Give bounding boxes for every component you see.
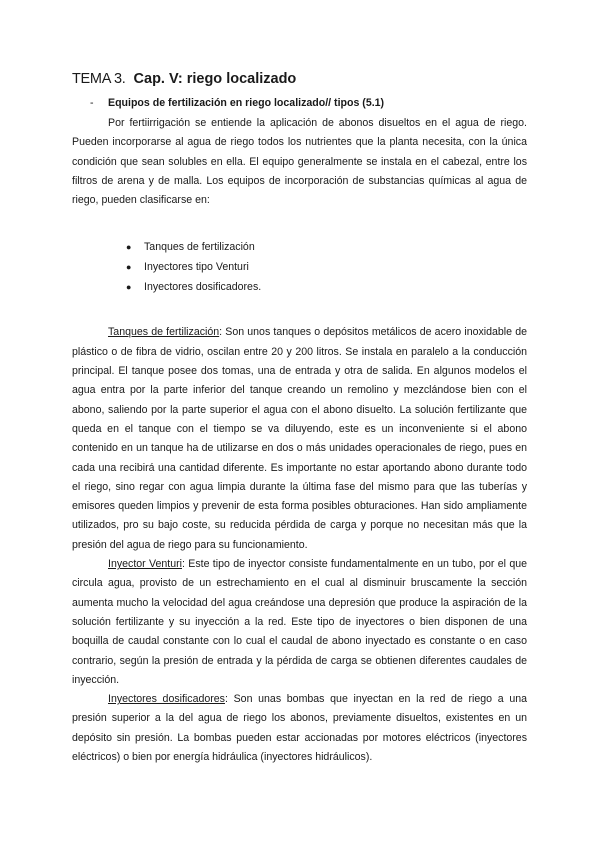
document-page — [72, 70, 527, 767]
term-dosificadores: Inyectores dosificadores — [108, 693, 225, 706]
bullet-icon: ● — [126, 282, 132, 293]
term-venturi: Inyector Venturi — [108, 558, 182, 571]
bullet-icon: ● — [126, 242, 132, 253]
term-tanques: Tanques de fertilización — [108, 326, 220, 339]
paragraph-dosificadores — [72, 690, 527, 767]
paragraph-tanques — [72, 323, 527, 555]
equipment-list — [72, 237, 527, 297]
list-item-text: Inyectores tipo Venturi — [144, 261, 249, 274]
list-item — [126, 237, 527, 257]
list-item — [126, 257, 527, 277]
intro-paragraph: Por fertiirrigación se entiende la aplicación de abonos disueltos en el agua de riego. Pueden incorporarse al agua de riego todos los nutrientes que la planta necesita, con la única condición que sean solubles en ella. El equipo generalmente se instala en el cabezal, entre los filtros de arena y de malla. Los equipos de incorporación de substancias químicas al agua de riego, pueden clasificarse en: — [72, 117, 527, 207]
paragraph-venturi — [72, 555, 527, 690]
section-heading-text: Equipos de fertilización en riego localizado// tipos (5.1) — [108, 97, 385, 109]
list-item — [126, 277, 527, 297]
list-item-text: Inyectores dosificadores. — [144, 281, 262, 294]
title-chapter: Cap. V: riego localizado — [133, 71, 297, 87]
list-item-text: Tanques de fertilización — [144, 241, 255, 254]
title-tema: TEMA 3. — [72, 71, 126, 87]
section-heading — [72, 96, 527, 110]
section-dash: - — [90, 97, 94, 109]
body-tanques: : Son unos tanques o depósitos metálicos de acero inoxidable de plástico o de fibra de vidrio, oscilan entre 20 y 200 litros. Se instala en paralelo a la conducción principal. El tanque posee dos tomas, una de entrada y otra de salida. En algunos modelos el agua entra por la parte inferior del tanque creando un remolino y mezclándose bien con el abono, saliendo por la parte superior el agua con el abono disuelto. La solución fertilizante que queda en el tanque con el tiempo se va diluyendo, este es un inconveniente si el abono contenido en un tanque ha de utilizarse en dos o más unidades operacionales de riego, pues en cada una recibirá una cantidad diferente. Es importante no estar aportando abono durante todo el riego, sino regar con agua limpia durante la última fase del mismo para que las tuberías y emisores queden limpios y prevenir de esta forma posibles obturaciones. Han sido ampliamente utilizados, pro su bajo coste, su reducida pérdida de carga y porque no necesitan más que la presión del agua de riego para su funcionamiento. — [72, 326, 527, 551]
bullet-icon: ● — [126, 262, 132, 273]
body-dosificadores: : Son unas bombas que inyectan en la red de riego a una presión superior a la del agua de riego los abonos, previamente disueltos, existentes en un depósito sin presión. La bombas pueden estar accionadas por motores eléctricos (inyectores eléctricos) o bien por energía hidráulica (inyectores hidráulicos). — [72, 693, 527, 764]
page-title — [72, 70, 527, 88]
body-venturi: : Este tipo de inyector consiste fundamentalmente en un tubo, por el que circula agua, provisto de un estrechamiento en el cual al disminuir bruscamente la sección aumenta mucho la velocidad del agua creándose una depresión que produce la aspiración de la solución fertilizante y su inyección a la red. Este tipo de inyectores o bien disponen de una boquilla de caudal constante con lo cual el caudal de abono inyectado es constante o en caso contrario, según la presión de entrada y la pérdida de carga se obtienen diferentes caudales de inyección. — [72, 558, 527, 686]
